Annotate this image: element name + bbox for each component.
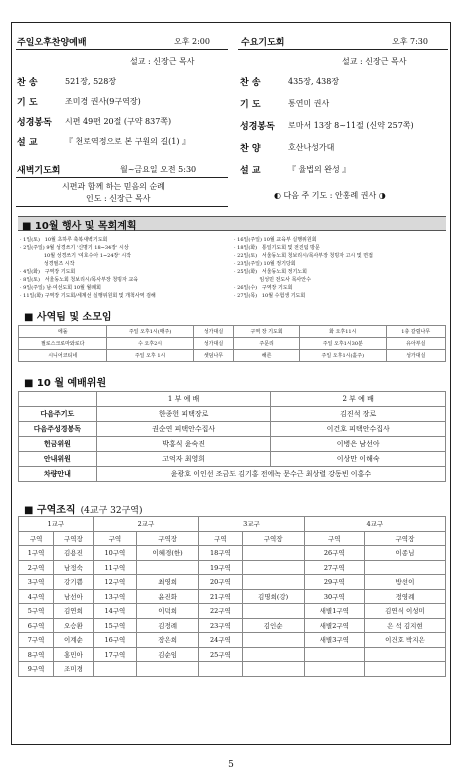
events-heading: ■ 10월 행사 및 목회계획 bbox=[22, 221, 137, 232]
table-cell: 8구역 bbox=[19, 647, 54, 662]
table-cell: 홍민아 bbox=[54, 647, 93, 662]
page-number: 5 bbox=[228, 760, 234, 770]
groups-sub: (4교구 32구역) bbox=[80, 506, 143, 516]
table-row bbox=[19, 589, 446, 604]
table-cell: 12구역 bbox=[93, 575, 136, 590]
table-cell: 이종님 bbox=[364, 546, 445, 561]
table-cell: 한종헌 피택장로 bbox=[96, 407, 271, 422]
row-label: 헌금위원 bbox=[19, 437, 97, 452]
table-cell: 해른 bbox=[234, 350, 300, 362]
table-cell bbox=[242, 546, 304, 561]
table-cell: 김연희 bbox=[54, 604, 93, 619]
table-row bbox=[19, 633, 446, 648]
table-row bbox=[19, 546, 446, 561]
table-cell bbox=[242, 575, 304, 590]
table-cell: 13구역 bbox=[93, 589, 136, 604]
row-label: 차량안내 bbox=[19, 467, 97, 482]
table-cell: 남정숙 bbox=[54, 560, 93, 575]
dawn-title: 새벽기도회 bbox=[17, 166, 61, 176]
service-item-label: 성경봉독 bbox=[17, 118, 52, 128]
sunday-pm-preacher: 설교 : 신장근 목사 bbox=[130, 57, 195, 66]
bulletin-page bbox=[11, 22, 451, 745]
table-cell bbox=[19, 392, 97, 407]
table-cell: 24구역 bbox=[199, 633, 242, 648]
divider bbox=[16, 177, 228, 178]
district-header: 4교구 bbox=[304, 517, 445, 532]
table-cell bbox=[137, 560, 199, 575]
table-header-row bbox=[19, 517, 446, 532]
table-cell: 새별1구역 bbox=[304, 604, 364, 619]
events-left: · 1일(토) 10월 초하루 축복새벽기도회 · 2일(주일) 9월 성경쓰기 '신명기 18~34장' 시상 10월 성경쓰기 '여호수아 1~24장' 시작 성경필즈 시작 · 4일(화) 구역장 기도회 · 8일(토) 서울동노회 청보리시/목사부장 청빙자 교육 · 9일(주일) 남·여선도회 10월 월례회 · 11일(화) 구역장 기도회/세계선 실행위원회 및 개척사역 검해 bbox=[20, 237, 156, 299]
column-header: 2 부 예 배 bbox=[271, 392, 446, 407]
dawn-line1: 시편과 함께 하는 믿음의 순례 bbox=[62, 182, 165, 191]
table-row bbox=[19, 647, 446, 662]
service-item-label: 찬 송 bbox=[240, 78, 261, 88]
divider bbox=[238, 49, 448, 50]
table-cell: 7구역 bbox=[19, 633, 54, 648]
table-cell: 주일 오후1시(매주) bbox=[107, 326, 193, 338]
column-header: 1 부 예 배 bbox=[96, 392, 271, 407]
table-cell bbox=[242, 662, 304, 677]
table-cell: 22구역 bbox=[199, 604, 242, 619]
teams-table bbox=[18, 325, 446, 362]
table-cell: 이계순 bbox=[54, 633, 93, 648]
events-right: · 16일(주일) 10월 교육부 실행위원회 · 18일(화) 통일기도회 및 전진팀 방문 · 22일(토) 서울동노회 청보리시/목사부장 청빙자 고시 및 면접 · 23일(주일) 10월 정기당회 · 25일(화) 서울동노회 정기노회 임성민 전도사 목사안수 · 26일(수) 구역장 기도회 · 27일(목) 10월 수험생 기도회 bbox=[234, 237, 373, 299]
table-cell: 29구역 bbox=[304, 575, 364, 590]
table-row bbox=[19, 407, 446, 422]
table-cell: 김순임 bbox=[137, 647, 199, 662]
table-cell: 23구역 bbox=[199, 618, 242, 633]
table-cell bbox=[304, 662, 364, 677]
service-item-label: 설 교 bbox=[240, 166, 261, 176]
column-header: 구역장 bbox=[364, 531, 445, 546]
table-cell: 남선아 bbox=[54, 589, 93, 604]
table-cell: 15구역 bbox=[93, 618, 136, 633]
table-cell bbox=[137, 662, 199, 677]
table-cell: 시니어코티네 bbox=[19, 350, 107, 362]
table-cell bbox=[93, 662, 136, 677]
table-cell bbox=[304, 647, 364, 662]
table-cell: 14구역 bbox=[93, 604, 136, 619]
table-cell: 이상만 이해숙 bbox=[271, 452, 446, 467]
table-row bbox=[19, 326, 446, 338]
column-header: 구역 bbox=[304, 531, 364, 546]
worship-table bbox=[18, 391, 446, 482]
table-cell: 25구역 bbox=[199, 647, 242, 662]
row-label: 안내위원 bbox=[19, 452, 97, 467]
table-cell: 셋덤나무 bbox=[193, 350, 233, 362]
table-cell: 김명희(강) bbox=[242, 589, 304, 604]
table-cell: 26구역 bbox=[304, 546, 364, 561]
service-item-value: 통연미 권사 bbox=[288, 99, 330, 108]
table-cell: 오승환 bbox=[54, 618, 93, 633]
table-cell: 방선이 bbox=[364, 575, 445, 590]
table-cell: 에돌 bbox=[19, 326, 107, 338]
table-cell: 1층 갈릴나무 bbox=[386, 326, 446, 338]
next-prayer: ◐ 다음 주 기도 : 안홍례 권사 ◑ bbox=[274, 191, 386, 200]
district-header: 1교구 bbox=[19, 517, 94, 532]
table-cell: 김용진 bbox=[54, 546, 93, 561]
table-cell bbox=[242, 647, 304, 662]
district-header: 2교구 bbox=[93, 517, 199, 532]
service-item-label: 기 도 bbox=[17, 98, 38, 108]
table-cell: 18구역 bbox=[199, 546, 242, 561]
table-cell bbox=[242, 560, 304, 575]
row-label: 다음주기도 bbox=[19, 407, 97, 422]
table-cell: 고억자 최영희 bbox=[96, 452, 271, 467]
table-cell bbox=[364, 560, 445, 575]
table-cell: 최영희 bbox=[137, 575, 199, 590]
column-header: 구역 bbox=[93, 531, 136, 546]
table-cell: 김인순 bbox=[242, 618, 304, 633]
table-cell: 이건호 피택안수집사 bbox=[271, 422, 446, 437]
table-cell: 21구역 bbox=[199, 589, 242, 604]
table-row bbox=[19, 604, 446, 619]
table-cell: 20구역 bbox=[199, 575, 242, 590]
column-header: 구역장 bbox=[54, 531, 93, 546]
table-cell: 장은희 bbox=[137, 633, 199, 648]
district-header: 3교구 bbox=[199, 517, 305, 532]
table-cell: 9구역 bbox=[19, 662, 54, 677]
table-row bbox=[19, 338, 446, 350]
table-cell: 11구역 bbox=[93, 560, 136, 575]
table-cell: 1구역 bbox=[19, 546, 54, 561]
table-cell: 유아부실 bbox=[386, 338, 446, 350]
table-cell: 주일 오후 1시 bbox=[107, 350, 193, 362]
wednesday-time: 오후 7:30 bbox=[392, 37, 428, 46]
table-cell: 필로스크로마와로다 bbox=[19, 338, 107, 350]
table-cell: 주일 오후1시(홀주) bbox=[300, 350, 386, 362]
table-cell: 새별3구역 bbox=[304, 633, 364, 648]
table-cell: 19구역 bbox=[199, 560, 242, 575]
column-header: 구역장 bbox=[242, 531, 304, 546]
table-row bbox=[19, 437, 446, 452]
table-cell: 은 석 김지현 bbox=[364, 618, 445, 633]
table-cell: 30구역 bbox=[304, 589, 364, 604]
table-cell: 김정례 bbox=[137, 618, 199, 633]
groups-heading: ■ 구역조직 bbox=[24, 505, 76, 516]
table-row bbox=[19, 452, 446, 467]
service-item-value: 『 율법의 완성 』 bbox=[288, 165, 351, 174]
table-row bbox=[19, 560, 446, 575]
table-cell: 구역 장 기도회 bbox=[234, 326, 300, 338]
service-item-label: 설 교 bbox=[17, 138, 38, 148]
table-cell: 김연식 이성미 bbox=[364, 604, 445, 619]
table-row bbox=[19, 618, 446, 633]
service-item-label: 성경봉독 bbox=[240, 122, 275, 132]
table-cell: 6구역 bbox=[19, 618, 54, 633]
table-cell: 5구역 bbox=[19, 604, 54, 619]
table-cell: 성가대실 bbox=[193, 338, 233, 350]
table-cell bbox=[242, 604, 304, 619]
table-cell: 10구역 bbox=[93, 546, 136, 561]
table-cell: 화 오후11시 bbox=[300, 326, 386, 338]
table-cell: 17구역 bbox=[93, 647, 136, 662]
column-header: 구역장 bbox=[137, 531, 199, 546]
table-cell: 16구역 bbox=[93, 633, 136, 648]
table-cell: 정영례 bbox=[364, 589, 445, 604]
table-cell bbox=[364, 662, 445, 677]
table-cell: 27구역 bbox=[304, 560, 364, 575]
worship-heading: ■ 10 월 예배위원 bbox=[24, 378, 107, 389]
table-cell: 주문리 bbox=[234, 338, 300, 350]
table-cell: 이건호 박지은 bbox=[364, 633, 445, 648]
teams-heading: ■ 사역팀 및 소모임 bbox=[24, 312, 112, 323]
service-item-value: 『 천로역정으로 본 구원의 길(1) 』 bbox=[65, 137, 191, 146]
wednesday-title: 수요기도회 bbox=[241, 38, 285, 48]
service-item-value: 로마서 13장 8~11절 (신약 257쪽) bbox=[288, 121, 414, 130]
column-header: 구역 bbox=[19, 531, 54, 546]
table-row bbox=[19, 575, 446, 590]
table-cell: 김진석 장로 bbox=[271, 407, 446, 422]
service-item-value: 조미경 권사(9구역장) bbox=[65, 97, 141, 106]
service-item-label: 찬 양 bbox=[240, 144, 261, 154]
service-item-value: 435장, 438장 bbox=[288, 77, 340, 86]
table-cell: 수 오후2시 bbox=[107, 338, 193, 350]
table-row bbox=[19, 662, 446, 677]
table-cell: 주일 오후1시30분 bbox=[300, 338, 386, 350]
table-cell bbox=[242, 633, 304, 648]
service-item-label: 기 도 bbox=[240, 100, 261, 110]
table-cell: 강기쁨 bbox=[54, 575, 93, 590]
table-cell: 이덕희 bbox=[137, 604, 199, 619]
dawn-time: 월~금요일 오전 5:30 bbox=[120, 165, 197, 174]
table-header-row bbox=[19, 531, 446, 546]
table-cell: 조미경 bbox=[54, 662, 93, 677]
sunday-pm-time: 오후 2:00 bbox=[174, 37, 210, 46]
table-cell bbox=[199, 662, 242, 677]
table-row bbox=[19, 350, 446, 362]
service-item-label: 찬 송 bbox=[17, 78, 38, 88]
table-row bbox=[19, 422, 446, 437]
divider bbox=[16, 206, 228, 207]
table-cell: 2구역 bbox=[19, 560, 54, 575]
groups-table bbox=[18, 516, 446, 677]
table-cell: 새별2구역 bbox=[304, 618, 364, 633]
service-item-value: 시편 49편 20절 (구약 837쪽) bbox=[65, 117, 172, 126]
divider bbox=[16, 49, 228, 50]
table-cell: 박홍식 윤숙진 bbox=[96, 437, 271, 452]
table-header-row bbox=[19, 392, 446, 407]
wednesday-preacher: 설교 : 신장근 목사 bbox=[342, 57, 407, 66]
table-cell: 3구역 bbox=[19, 575, 54, 590]
sunday-pm-title: 주일오후찬양예배 bbox=[17, 38, 87, 48]
table-cell bbox=[364, 647, 445, 662]
table-cell: 이혜경(한) bbox=[137, 546, 199, 561]
row-label: 다음주성경봉독 bbox=[19, 422, 97, 437]
table-cell: 4구역 bbox=[19, 589, 54, 604]
table-cell: 성가대실 bbox=[386, 350, 446, 362]
column-header: 구역 bbox=[199, 531, 242, 546]
table-cell: 이병은 남선아 bbox=[271, 437, 446, 452]
table-cell: 윤광호 이인선 조금도 김기홍 전에녹 문수근 최상렬 강동빈 이홍수 bbox=[96, 467, 445, 482]
service-item-value: 호산나성가대 bbox=[288, 143, 335, 152]
table-row bbox=[19, 467, 446, 482]
dawn-line2: 인도 : 신장근 목사 bbox=[86, 194, 151, 203]
table-cell: 권순연 피택안수집사 bbox=[96, 422, 271, 437]
table-cell: 윤진화 bbox=[137, 589, 199, 604]
groups-heading-wrap bbox=[24, 498, 143, 517]
table-cell: 성가대실 bbox=[193, 326, 233, 338]
service-item-value: 521장, 528장 bbox=[65, 77, 117, 86]
